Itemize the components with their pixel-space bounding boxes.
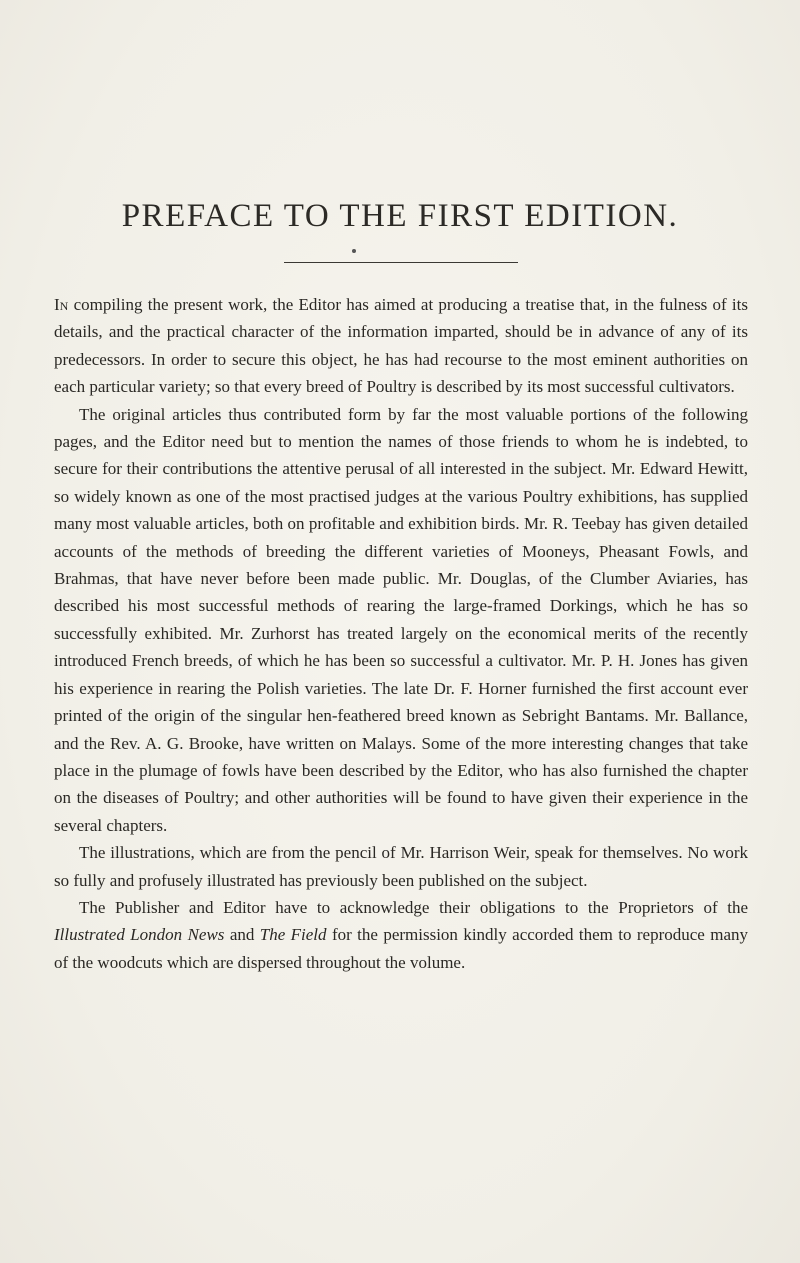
page-title: PREFACE TO THE FIRST EDITION. xyxy=(121,198,679,234)
paragraph-1 xyxy=(54,291,748,401)
title-ornament-dot xyxy=(352,249,356,253)
preface-body xyxy=(54,291,748,976)
paragraph-1-text: compiling the present work, the Editor has aimed at producing a treatise that, in the fulness of its details, and the practical character of the information imparted, should be in advance of any of its predecessors. In order to secure this object, he has had recourse to the most eminent authorities on each particular variety; so that every breed of Poultry is described by its most successful cultivators. xyxy=(54,295,748,397)
paragraph-2: The original articles thus contributed form by far the most valuable portions of the following pages, and the Editor need but to mention the names of those friends to whom he is indebted, to secure for their contributions the attentive perusal of all interested in the subject. Mr. Edward Hewitt, so widely known as one of the most practised judges at the various Poultry exhibitions, has supplied many most valuable articles, both on profitable and exhibition birds. Mr. R. Teebay has given detailed accounts of the methods of breeding the different varieties of Mooneys, Pheasant Fowls, and Brahmas, that have never before been made public. Mr. Douglas, of the Clumber Aviaries, has described his most successful methods of rearing the large-framed Dorkings, which he has so successfully exhibited. Mr. Zurhorst has treated largely on the economical merits of the recently introduced French breeds, of which he has been so successful a cultivator. Mr. P. H. Jones has given his experience in rearing the Polish varieties. The late Dr. F. Horner furnished the first account ever printed of the origin of the singular hen-feathered breed known as Sebright Bantams. Mr. Ballance, and the Rev. A. G. Brooke, have written on Malays. Some of the more interesting changes that take place in the plumage of fowls have been described by the Editor, who has also furnished the chapter on the diseases of Poultry; and other authorities will be found to have given their experience in the several chapters. xyxy=(54,404,748,835)
paragraph-4-text-after: for the permission kindly accorded them to reproduce many of the woodcuts which are dispersed throughout the volume. xyxy=(54,925,749,972)
paragraph-4-text-middle: and xyxy=(224,925,260,945)
paragraph-4-text-before: The Publisher and Editor have to acknowledge their obligations to the Proprietors of the xyxy=(79,897,748,917)
publication-illustrated-london-news: Illustrated London News xyxy=(54,925,225,945)
title-rule-divider xyxy=(284,262,518,263)
publication-the-field: The Field xyxy=(259,925,327,945)
paragraph-3: The illustrations, which are from the pencil of Mr. Harrison Weir, speak for themselves. No work so fully and profusely illustrated has previously been published on the subject. xyxy=(54,843,748,890)
paragraph-1-lead: In xyxy=(54,295,69,314)
paragraph-4 xyxy=(54,894,748,976)
